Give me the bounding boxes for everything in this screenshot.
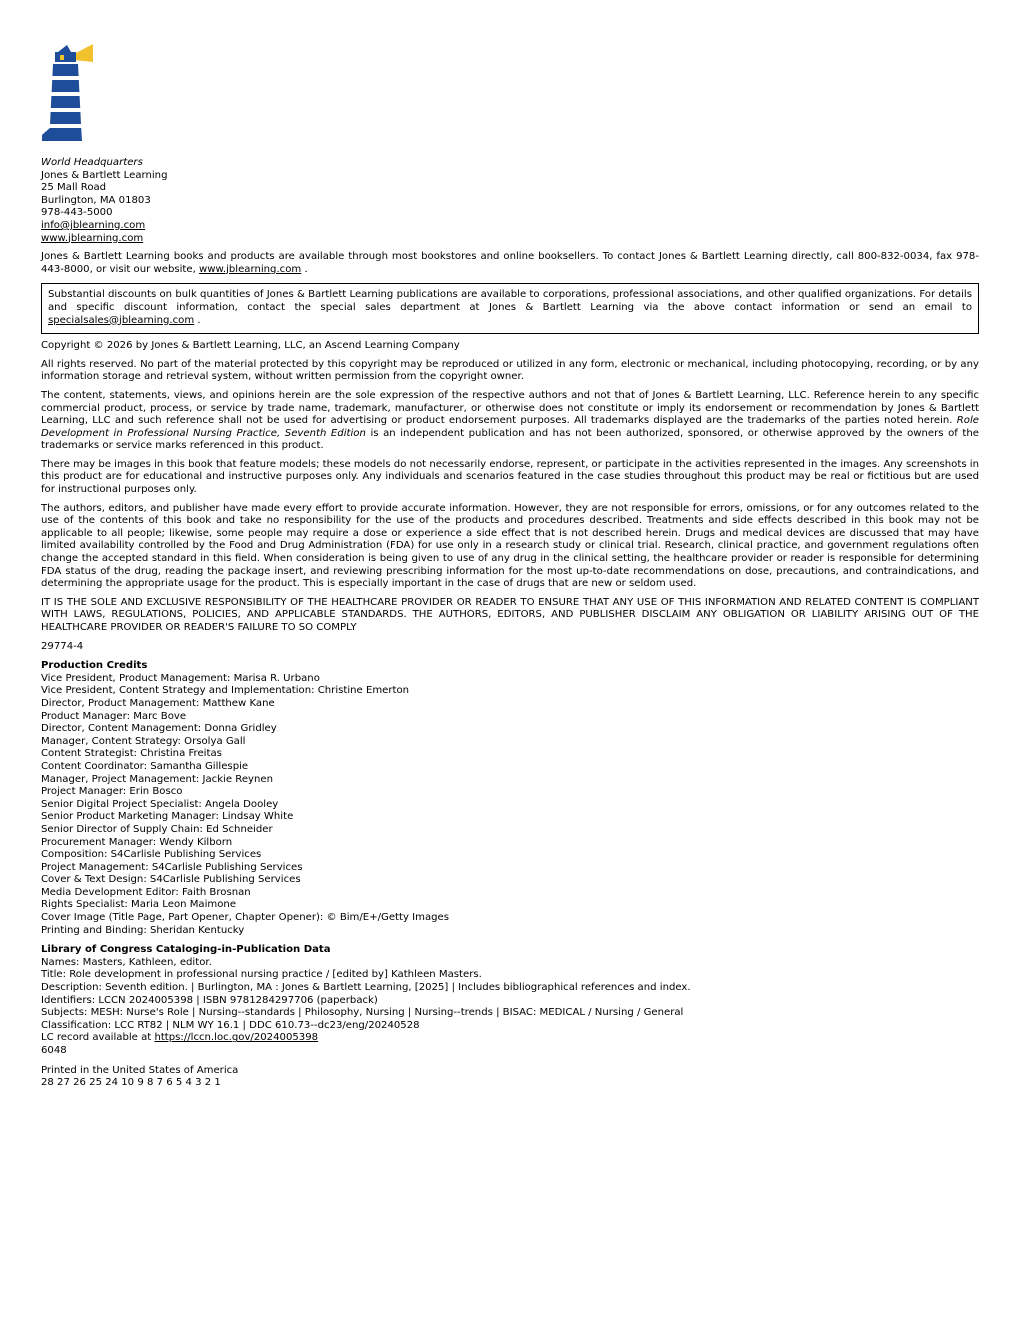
credit-line: Senior Director of Supply Chain: Ed Schneider (41, 823, 273, 835)
copyright-page (41, 40, 979, 1090)
code-number: 29774-4 (41, 640, 84, 652)
availability-paragraph (41, 251, 979, 276)
discounts-paragraph (48, 289, 972, 327)
accuracy-paragraph: The authors, editors, and publisher have made every effort to provide accurate information. However, they are not responsible for errors, omissions, or for any outcomes related to the use of the contents of this book and take no responsibility for the use of the products and procedures described. Treatments and side effects described in this book may not be applicable to all people; likewise, some people may require a dose or experience a side effect that is not described herein. Drugs and medical devices are discussed that may have limited availability controlled by the Food and Drug Administration (FDA) for use only in a research study or clinical trial. Research, clinical practice, and government regulations often change the accepted standard in this field. When consideration is being given to use of any drug in the clinical setting, the healthcare provider or reader is responsible for determining FDA status of the drug, reading the package insert, and reviewing prescribing information for the most up-to-date recommendations on dose, precautions, and contraindications, and determining the appropriate usage for the product. This is especially important in the case of drugs that are new or seldom used. (41, 502, 979, 590)
street-address: 25 Mall Road (41, 182, 107, 194)
cip-number: 6048 (41, 1045, 67, 1056)
credit-line: Printing and Binding: Sheridan Kentucky (41, 924, 245, 936)
city-address: Burlington, MA 01803 (41, 194, 151, 206)
credit-line: Project Management: S4Carlisle Publishing Services (41, 861, 303, 873)
discounts-box (41, 283, 979, 334)
lccn-link[interactable]: https://lccn.loc.gov/2024005398 (154, 1032, 319, 1044)
credit-line: Procurement Manager: Wendy Kilborn (41, 836, 233, 848)
company-name: Jones & Bartlett Learning (41, 169, 168, 181)
printed-in: Printed in the United States of America (41, 1064, 239, 1076)
availability-website-link[interactable]: www.jblearning.com (199, 263, 302, 275)
email-link[interactable]: info@jblearning.com (41, 219, 146, 231)
copyright-line: Copyright © 2026 by Jones & Bartlett Learning, LLC, an Ascend Learning Company (41, 340, 460, 352)
lighthouse-logo-icon (41, 40, 97, 144)
credit-line: Director, Content Management: Donna Gridley (41, 723, 277, 735)
cip-line: Identifiers: LCCN 2024005398 | ISBN 9781284297706 (paperback) (41, 994, 378, 1006)
disclaimer-text: The content, statements, views, and opinions herein are the sole expression of the respective authors and not that of Jones & Bartlett Learning, LLC. Reference herein to any specific commercial product, process, or service by trade name, trademark, manufacturer, or otherwise does not constitute or imply its endorsement or recommendation by Jones & Bartlett Learning, LLC and such reference shall not be used for advertising or product endorsement purposes. All trademarks displayed are the trademarks of the parties noted herein. (41, 389, 979, 427)
rights-paragraph: All rights reserved. No part of the material protected by this copyright may be reproduced or utilized in any form, electronic or mechanical, including photocopying, recording, or by any information storage and retrieval system, without written permission from the copyright owner. (41, 358, 979, 383)
credit-line: Media Development Editor: Faith Brosnan (41, 886, 251, 898)
headquarters-block (41, 157, 979, 245)
credit-line: Composition: S4Carlisle Publishing Services (41, 849, 262, 861)
credit-line: Project Manager: Erin Bosco (41, 786, 183, 798)
lc-record-line (41, 1032, 979, 1045)
printing-info (41, 1065, 979, 1090)
discounts-end: . (194, 314, 201, 326)
cip-line: Classification: LCC RT82 | NLM WY 16.1 | DDC 610.73--dc23/eng/20240528 (41, 1019, 420, 1031)
cip-data (41, 944, 979, 1057)
cip-heading: Library of Congress Cataloging-in-Publication Data (41, 944, 331, 956)
credit-line: Cover & Text Design: S4Carlisle Publishing Services (41, 874, 301, 886)
specialsales-email-link[interactable]: specialsales@jblearning.com (48, 314, 195, 326)
credit-line: Vice President, Product Management: Marisa R. Urbano (41, 672, 320, 684)
lc-prefix: LC record available at (41, 1032, 155, 1044)
disclaimer-paragraph (41, 390, 979, 453)
cip-line: Subjects: MESH: Nurse's Role | Nursing--standards | Philosophy, Nursing | Nursing--trends | BISAC: MEDICAL / Nursing / General (41, 1007, 684, 1019)
phone-number: 978-443-5000 (41, 207, 113, 219)
availability-end: . (301, 263, 308, 275)
credit-line: Director, Product Management: Matthew Kane (41, 697, 275, 709)
cip-line: Names: Masters, Kathleen, editor. (41, 956, 212, 968)
availability-text: Jones & Bartlett Learning books and products are available through most bookstores and online booksellers. To contact Jones & Bartlett Learning directly, call 800-832-0034, fax 978-443-8000, or visit our website, (41, 251, 979, 275)
book-title: Role Development in Professional Nursing Practice, Seventh Edition (41, 415, 979, 439)
credit-line: Rights Specialist: Maria Leon Maimone (41, 899, 237, 911)
credits-heading: Production Credits (41, 660, 148, 672)
disclaimer-end: is an independent publication and has not been authorized, sponsored, or otherwise approved by the owners of the trademarks or service marks referenced in this product. (41, 427, 979, 452)
cip-line: Description: Seventh edition. | Burlington, MA : Jones & Bartlett Learning, [2025] | Includes bibliographical references and index. (41, 982, 691, 994)
credit-line: Manager, Project Management: Jackie Reynen (41, 773, 274, 785)
credit-line: Cover Image (Title Page, Part Opener, Chapter Opener): © Bim/E+/Getty Images (41, 912, 450, 924)
hq-label: World Headquarters (41, 157, 143, 168)
credit-line: Product Manager: Marc Bove (41, 710, 187, 722)
credit-line: Content Strategist: Christina Freitas (41, 748, 222, 760)
credit-line: Content Coordinator: Samantha Gillespie (41, 760, 249, 772)
credit-line: Senior Digital Project Specialist: Angela Dooley (41, 798, 279, 810)
credit-line: Senior Product Marketing Manager: Lindsay White (41, 811, 294, 823)
images-paragraph: There may be images in this book that feature models; these models do not necessarily endorse, represent, or participate in the activities represented in the images. Any screenshots in this product are for educational and instructive purposes only. Any individuals and scenarios featured in the case studies throughout this product may be real or fictitious but are used for instructional purposes only. (41, 458, 979, 496)
credit-line: Manager, Content Strategy: Orsolya Gall (41, 735, 246, 747)
responsibility-paragraph: IT IS THE SOLE AND EXCLUSIVE RESPONSIBILITY OF THE HEALTHCARE PROVIDER OR READER TO ENSURE THAT ANY USE OF THIS INFORMATION AND RELATED CONTENT IS COMPLIANT WITH LAWS, REGULATIONS, POLICIES, AND APPLICABLE STANDARDS. THE AUTHORS, EDITORS, AND PUBLISHER DISCLAIM ANY OBLIGATION OR LIABILITY ARISING OUT OF THE HEALTHCARE PROVIDER OR READER'S FAILURE TO SO COMPLY (41, 596, 979, 633)
production-credits (41, 660, 979, 937)
cip-line: Title: Role development in professional nursing practice / [edited by] Kathleen Masters. (41, 969, 482, 981)
printing-line: 28 27 26 25 24 10 9 8 7 6 5 4 3 2 1 (41, 1077, 221, 1089)
website-link[interactable]: www.jblearning.com (41, 232, 144, 244)
credit-line: Vice President, Content Strategy and Implementation: Christine Emerton (41, 685, 410, 697)
discounts-text: Substantial discounts on bulk quantities of Jones & Bartlett Learning publications are available to corporations, professional associations, and other qualified organizations. For details and specific discount information, contact the special sales department at Jones & Bartlett Learning via the above contact information or send an email to (48, 289, 972, 313)
